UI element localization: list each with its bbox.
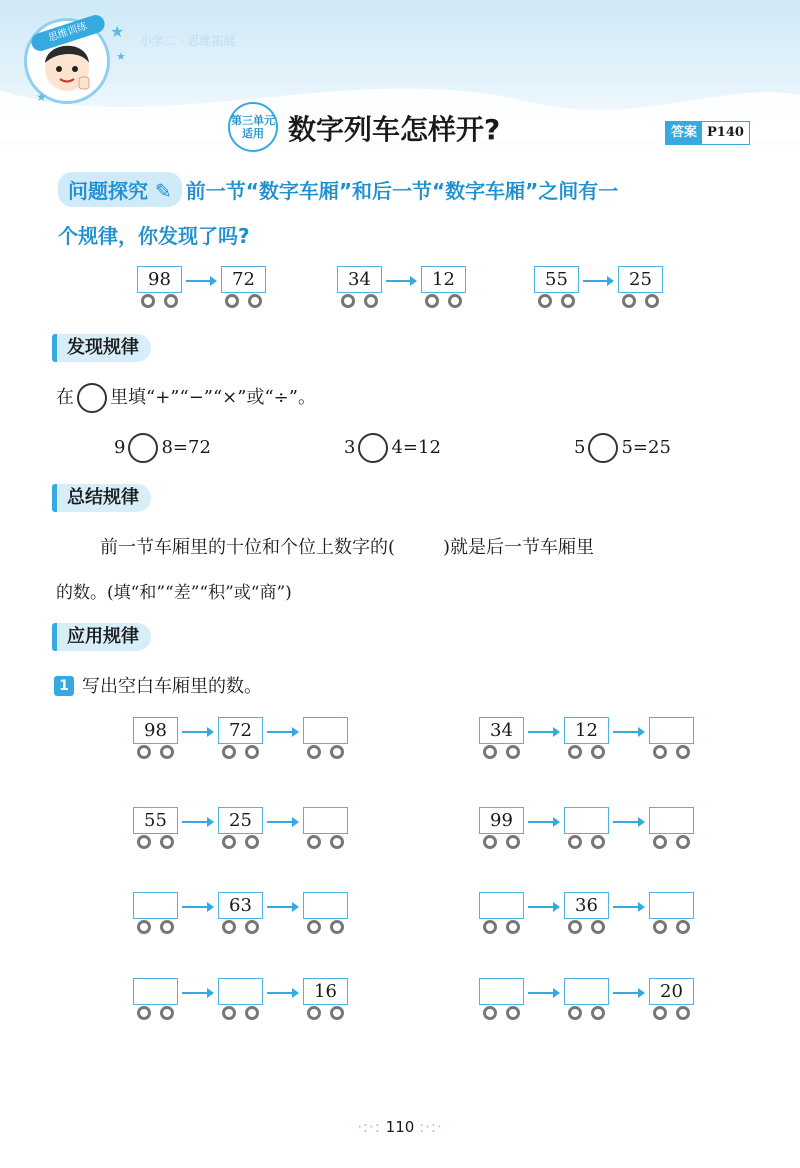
arrow-icon (613, 906, 643, 908)
header-faded-text: 小学二 · 思维拓展 (140, 34, 236, 48)
summary-line-2: 的数。(填“和”“差”“积”或“商”) (56, 583, 292, 603)
answer-reference (665, 121, 750, 145)
wheel-icon (591, 1006, 605, 1020)
wheel-icon (591, 745, 605, 759)
operator-blank[interactable] (128, 433, 158, 463)
page-number-value: 110 (385, 1118, 415, 1136)
unit-badge (228, 102, 278, 152)
dots-icon: ·:·: (357, 1118, 381, 1136)
equation-rest: 8=72 (161, 437, 211, 458)
train-car: 12 (564, 717, 609, 744)
train-car: 63 (218, 892, 263, 919)
wheel-icon (561, 294, 575, 308)
wheel-icon (538, 294, 552, 308)
wheel-icon (568, 1006, 582, 1020)
section-tag-apply: 应用规律 (52, 623, 151, 651)
wheel-icon (330, 745, 344, 759)
train-car: 25 (618, 266, 663, 293)
arrow-icon (613, 992, 643, 994)
train-car: 25 (218, 807, 263, 834)
mascot-ribbon: 思维训练 (29, 13, 107, 54)
train-car-blank[interactable] (479, 892, 524, 919)
wheel-icon (245, 1006, 259, 1020)
wheel-icon (653, 835, 667, 849)
star-icon: ★ (116, 50, 126, 63)
wheel-icon (622, 294, 636, 308)
train-car: 34 (337, 266, 382, 293)
arrow-icon (528, 992, 558, 994)
train-car-blank[interactable] (218, 978, 263, 1005)
wheel-icon (483, 835, 497, 849)
page-title: 数字列车怎样开? (288, 113, 501, 146)
wheel-icon (245, 835, 259, 849)
apply-question (54, 672, 262, 698)
train-car-blank[interactable] (564, 978, 609, 1005)
train-car: 72 (218, 717, 263, 744)
wheel-icon (506, 1006, 520, 1020)
wheel-icon (225, 294, 239, 308)
pencil-icon: ✎ (154, 179, 172, 203)
wheel-icon (364, 294, 378, 308)
wheel-icon (160, 1006, 174, 1020)
discover-instruction (56, 383, 316, 413)
equation-operand: 5 (574, 437, 586, 458)
intro-line-2: 个规律，你发现了吗? (58, 224, 250, 248)
train-car-blank[interactable] (303, 807, 348, 834)
train-car-blank[interactable] (479, 978, 524, 1005)
star-icon: ★ (110, 22, 125, 41)
arrow-icon (182, 906, 212, 908)
instruction-pre: 在 (56, 387, 74, 408)
wheel-icon (222, 920, 236, 934)
equation-operand: 9 (114, 437, 126, 458)
wheel-icon (483, 745, 497, 759)
wheel-icon (222, 835, 236, 849)
wheel-icon (506, 745, 520, 759)
question-text: 写出空白车厢里的数。 (82, 676, 262, 697)
wheel-icon (568, 920, 582, 934)
arrow-icon (528, 821, 558, 823)
equation-1 (114, 433, 211, 463)
arrow-icon (528, 906, 558, 908)
operator-blank[interactable] (588, 433, 618, 463)
intro-line-1 (58, 172, 618, 207)
wheel-icon (653, 745, 667, 759)
wheel-icon (330, 920, 344, 934)
wheel-icon (160, 920, 174, 934)
equation-2 (344, 433, 441, 463)
summary-post: )就是后一节车厢里 (443, 537, 595, 558)
wheel-icon (568, 835, 582, 849)
wheel-icon (160, 835, 174, 849)
wheel-icon (653, 920, 667, 934)
arrow-icon (267, 821, 297, 823)
wheel-icon (483, 1006, 497, 1020)
train-car-blank[interactable] (649, 807, 694, 834)
arrow-icon (182, 821, 212, 823)
arrow-icon (186, 280, 215, 282)
wheel-icon (676, 920, 690, 934)
wheel-icon (676, 835, 690, 849)
wheel-icon (653, 1006, 667, 1020)
instruction-post: 里填“+”“−”“×”或“÷”。 (110, 387, 316, 408)
arrow-icon (267, 992, 297, 994)
operator-circle (77, 383, 107, 413)
train-car: 98 (137, 266, 182, 293)
wheel-icon (307, 1006, 321, 1020)
wheel-icon (330, 1006, 344, 1020)
unit-badge-line1: 第三单元 (231, 114, 275, 127)
train-car-blank[interactable] (133, 892, 178, 919)
wheel-icon (307, 835, 321, 849)
wheel-icon (330, 835, 344, 849)
equation-operand: 3 (344, 437, 356, 458)
intro-tag (58, 172, 182, 207)
train-car: 16 (303, 978, 348, 1005)
train-car-blank[interactable] (564, 807, 609, 834)
wheel-icon (506, 920, 520, 934)
wheel-icon (307, 920, 321, 934)
wheel-icon (222, 1006, 236, 1020)
wheel-icon (245, 745, 259, 759)
page-number (0, 1118, 800, 1136)
arrow-icon (267, 906, 297, 908)
wheel-icon (222, 745, 236, 759)
wheel-icon (425, 294, 439, 308)
operator-blank[interactable] (358, 433, 388, 463)
arrow-icon (528, 731, 558, 733)
wheel-icon (676, 745, 690, 759)
wheel-icon (164, 294, 178, 308)
train-car: 36 (564, 892, 609, 919)
train-car-blank[interactable] (303, 892, 348, 919)
wheel-icon (568, 745, 582, 759)
wheel-icon (483, 920, 497, 934)
intro-text-1: 前一节“数字车厢”和后一节“数字车厢”之间有一 (185, 179, 619, 203)
arrow-icon (583, 280, 612, 282)
arrow-icon (182, 731, 212, 733)
wheel-icon (248, 294, 262, 308)
wheel-icon (341, 294, 355, 308)
summary-line-1 (100, 533, 594, 559)
wheel-icon (591, 835, 605, 849)
train-car: 20 (649, 978, 694, 1005)
wheel-icon (137, 745, 151, 759)
train-car: 98 (133, 717, 178, 744)
wheel-icon (137, 835, 151, 849)
wheel-icon (307, 745, 321, 759)
section-tag-discover: 发现规律 (52, 334, 151, 362)
answer-page: P140 (707, 125, 744, 140)
train-car: 72 (221, 266, 266, 293)
train-car: 12 (421, 266, 466, 293)
unit-badge-line2: 适用 (242, 127, 264, 140)
summary-pre: 前一节车厢里的十位和个位上数字的( (100, 537, 396, 558)
train-car: 55 (133, 807, 178, 834)
intro-tag-label: 问题探究 (68, 179, 148, 203)
wheel-icon (448, 294, 462, 308)
train-car: 55 (534, 266, 579, 293)
section-tag-summary: 总结规律 (52, 484, 151, 512)
star-icon: ★ (36, 90, 47, 104)
arrow-icon (267, 731, 297, 733)
wheel-icon (676, 1006, 690, 1020)
train-car: 99 (479, 807, 524, 834)
arrow-icon (386, 280, 415, 282)
answer-label: 答案 (666, 122, 702, 144)
train-car: 34 (479, 717, 524, 744)
wheel-icon (137, 1006, 151, 1020)
arrow-icon (613, 821, 643, 823)
wheel-icon (506, 835, 520, 849)
question-number: 1 (54, 676, 74, 696)
wheel-icon (591, 920, 605, 934)
dots-icon: :·:· (419, 1118, 443, 1136)
equation-rest: 5=25 (621, 437, 671, 458)
arrow-icon (182, 992, 212, 994)
wheel-icon (245, 920, 259, 934)
equation-3 (574, 433, 671, 463)
train-car-blank[interactable] (649, 892, 694, 919)
train-car-blank[interactable] (303, 717, 348, 744)
wheel-icon (160, 745, 174, 759)
wheel-icon (141, 294, 155, 308)
wheel-icon (137, 920, 151, 934)
wheel-icon (645, 294, 659, 308)
equation-rest: 4=12 (391, 437, 441, 458)
train-car-blank[interactable] (649, 717, 694, 744)
train-car-blank[interactable] (133, 978, 178, 1005)
arrow-icon (613, 731, 643, 733)
